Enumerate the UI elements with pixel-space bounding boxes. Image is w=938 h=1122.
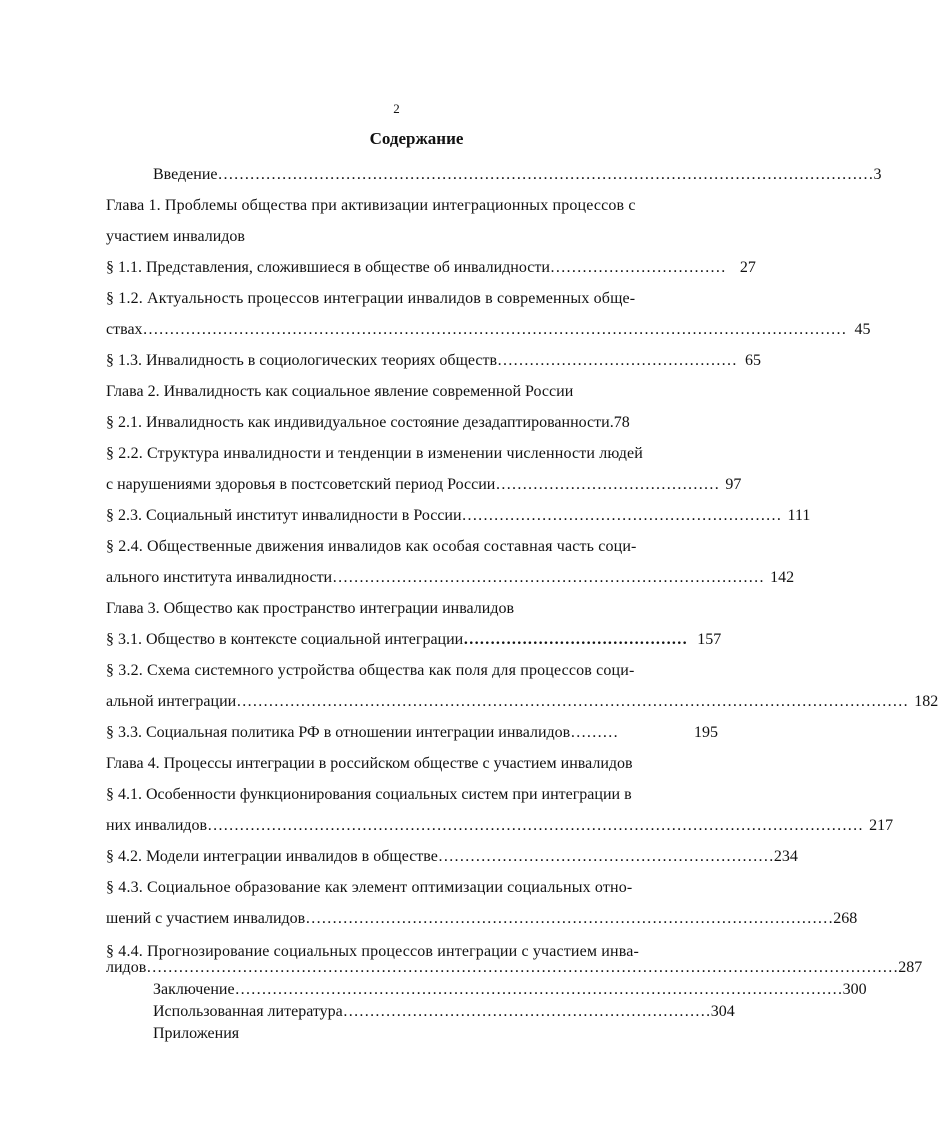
toc-leader: ……………………………………………………………………………………… [305,910,834,927]
toc-leader: …………………………………………………… [461,507,782,524]
toc-entry-1-3 [106,345,762,376]
toc-entry-3-1 [106,624,726,655]
toc-entry-page: 268 [833,910,858,927]
toc-leader: ……………………………………………………………………… [332,569,765,586]
toc-entry-4-1: § 4.1. Особенности функционирования социальных систем при интеграции в [106,786,632,803]
toc-entry-2-4-continued [106,562,795,593]
toc-chapter-1-continued: участием инвалидов [106,228,245,245]
toc-chapter-1: Глава 1. Проблемы общества при активизации интеграционных процессов с [106,197,636,214]
toc-entry-appendix: Приложения [153,1025,240,1042]
toc-entry-page: 195 [694,724,718,741]
toc-entry-text: лидов [106,959,147,976]
toc-entry-4-3: § 4.3. Социальное образование как элемент оптимизации социальных отно- [106,879,633,896]
toc-leader: …………………………………… [495,476,720,493]
toc-entry-page: 287 [898,959,923,976]
toc-leader: ……………………………………………………………………………………………………………… [236,693,909,710]
toc-entry-4-3-continued [106,903,858,934]
toc-entry-4-4-continued [106,957,923,979]
toc-entry-text: § 3.1. Общество в контексте социальной интеграции [106,631,464,648]
toc-leader: …………………………………………………………………………………………………… [234,981,843,998]
table-of-contents [106,159,938,1045]
toc-entry-page: 217 [869,817,894,834]
toc-entry-text: них инвалидов [106,817,208,834]
toc-leader: ……… [570,724,619,741]
toc-leader: …………………………………………………………………………………………………………………………… [146,959,899,976]
toc-entry-text: Введение [153,166,218,183]
toc-entry-1-2-continued [106,314,871,345]
toc-entry-page: 142 [770,569,795,586]
toc-leader: …………………………… [549,259,726,276]
toc-entry-text: альной интеграции [106,693,237,710]
toc-leader: ……………………………………………………… [437,848,774,865]
toc-entry-text: ствах [106,321,143,338]
toc-entry-page: 97 [725,476,742,493]
page-title: Содержание [369,129,464,148]
toc-entry-text: § 3.3. Социальная политика РФ в отношении интеграции инвалидов [106,724,571,741]
toc-entry-page: 304 [710,1003,735,1020]
page-number: 2 [393,101,400,116]
toc-entry-3-2-continued [106,686,938,717]
toc-chapter-2: Глава 2. Инвалидность как социальное явление современной России [106,383,574,400]
toc-entry-text: ального института инвалидности [106,569,333,586]
toc-entry-text: § 1.1. Представления, сложившиеся в обществе об инвалидности [106,259,550,276]
toc-entry-2-1: § 2.1. Инвалидность как индивидуальное состояние дезадаптированности.78 [106,414,630,431]
toc-entry-text: Использованная литература [153,1003,343,1020]
toc-entry-page: 234 [773,848,798,865]
toc-entry-text: § 1.3. Инвалидность в социологических теориях обществ [106,352,498,369]
toc-entry-2-2-continued [106,469,742,500]
toc-entry-text: § 2.3. Социальный институт инвалидности в России [106,507,462,524]
toc-leader: ……………………………………… [497,352,738,369]
toc-entry-3-2: § 3.2. Схема системного устройства общества как поля для процессов соци- [106,662,635,679]
toc-entry-page: 182 [914,693,938,710]
toc-entry-literature [106,1001,735,1023]
toc-entry-1-2: § 1.2. Актуальность процессов интеграции инвалидов в современных обще- [106,290,636,307]
toc-entry-page: 111 [787,507,811,524]
toc-entry-page: 157 [697,631,722,648]
toc-leader: …………………………………… [463,631,688,648]
toc-entry-intro [106,159,882,190]
toc-entry-1-1 [106,252,756,283]
toc-entry-2-4: § 2.4. Общественные движения инвалидов как особая составная часть соци- [106,538,637,555]
toc-entry-conclusion [106,979,867,1001]
toc-entry-text: с нарушениями здоровья в постсоветский период России [106,476,496,493]
toc-entry-text: § 4.2. Модели интеграции инвалидов в обществе [106,848,438,865]
toc-entry-4-1-continued [106,810,894,841]
toc-entry-page: 27 [739,259,756,276]
toc-leader: …………………………………………………………………………………………………………… [217,166,874,183]
toc-chapter-3: Глава 3. Общество как пространство интеграции инвалидов [106,600,515,617]
toc-entry-text: шений с участием инвалидов [106,910,306,927]
toc-chapter-4: Глава 4. Процессы интеграции в российском обществе с участием инвалидов [106,755,633,772]
toc-leader: …………………………………………………………… [342,1003,711,1020]
toc-leader: …………………………………………………………………………………………………………… [207,817,864,834]
toc-entry-text: Заключение [153,981,235,998]
toc-leader: …………………………………………………………………………………………………………………… [142,321,847,338]
toc-entry-3-3 [106,717,726,748]
toc-entry-2-3 [106,500,811,531]
toc-entry-2-2: § 2.2. Структура инвалидности и тенденции в изменении численности людей [106,445,643,462]
toc-entry-page: 45 [854,321,871,338]
toc-entry-4-2 [106,841,798,872]
toc-entry-page: 300 [842,981,867,998]
toc-entry-page: 65 [745,352,762,369]
toc-entry-page: 3 [873,166,882,183]
toc-entry-4-4: § 4.4. Прогнозирование социальных процессов интеграции с участием инва- [106,943,639,960]
